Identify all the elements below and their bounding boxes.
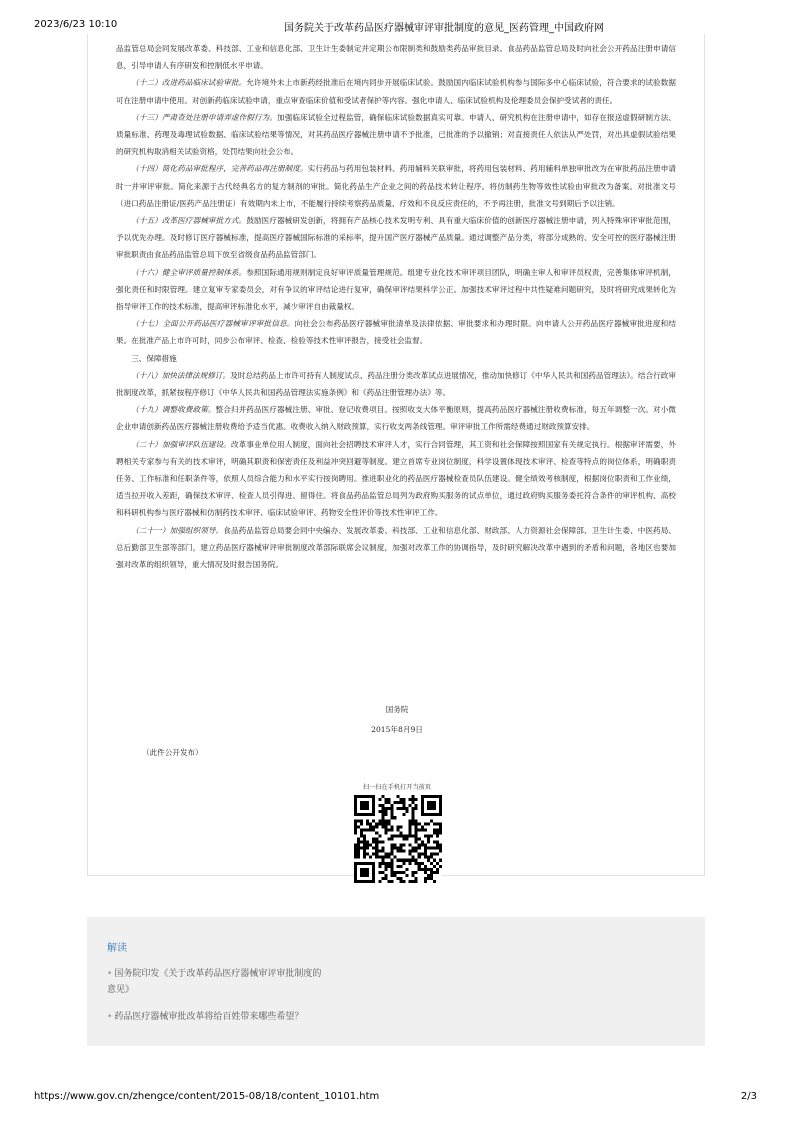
article-text <box>116 40 676 573</box>
paragraph: （十四）简化药品审批程序，完善药品再注册制度。实行药品与药用包装材料、药用辅料关联审批，将药用包装材料、药用辅料单独审批改为在审批药品注册申请时一并审评审批。简化来源于古代经典名方的复方制剂的审批。简化药品生产企业之间的药品技术转让程序。将仿制药生物等效性试验由审批改为备案。对批准文号（进口药品注册证/医药产品注册证）有效期内未上市，不能履行持续考察药品质量、疗效和不良反应责任的，不予再注册，批准文号到期后予以注销。 <box>116 164 676 208</box>
print-datetime: 2023/6/23 10:10 <box>34 19 118 30</box>
reading-panel <box>87 917 705 1046</box>
bullet-icon: • <box>107 1012 113 1022</box>
signature-org: 国务院 <box>385 705 409 714</box>
qr-code-icon <box>354 795 442 883</box>
paragraph: （二十）加强审评队伍建设。改革事业单位用人制度，面向社会招聘技术审评人才，实行合同管理，其工资和社会保障按照国家有关规定执行。根据审评需要，外聘相关专家参与有关的技术审评，明确其职责和保密责任及利益冲突回避等制度。建立首席专业岗位制度，科学设置体现技术审评、检查等特点的岗位体系，明确职责任务、工作标准和任职条件等，依照人员综合能力和水平实行按岗聘用。推进职业化的药品医疗器械检查员队伍建设。健全绩效考核制度，根据岗位职责和工作业绩，适当拉开收入差距，确保技术审评、检查人员引得进、留得住。将食品药品监管总局列为政府购买服务的试点单位，通过政府购买服务委托符合条件的审评机构、高校和科研机构参与医疗器械和仿制药技术审评、临床试验审评、药物安全性评价等技术性审评工作。 <box>116 439 677 518</box>
paragraph: （十九）调整收费政策。整合归并药品医疗器械注册、审批、登记收费项目。按照收支大体平衡原则，提高药品医疗器械注册收费标准，每五年调整一次。对小微企业申请创新药品医疗器械注册收费给予适当优惠。收费收入纳入财政预算，实行收支两条线管理。审评审批工作所需经费通过财政预算安排。 <box>116 405 676 432</box>
paragraph: （十二）改进药品临床试验审批。允许境外未上市新药经批准后在境内同步开展临床试验。鼓励国内临床试验机构参与国际多中心临床试验，符合要求的试验数据可在注册申请中使用。对创新药临床试验申请，重点审查临床价值和受试者保护等内容。强化申请人、临床试验机构及伦理委员会保护受试者的责任。 <box>116 78 676 105</box>
qr-caption: 扫一扫在手机打开当前页 <box>362 784 432 791</box>
paragraph: （十五）改革医疗器械审批方式。鼓励医疗器械研发创新，将拥有产品核心技术发明专利、具有重大临床价值的创新医疗器械注册申请，列入特殊审评审批范围，予以优先办理。及时修订医疗器械标准，提高医疗器械国际标准的采标率，提升国产医疗器械产品质量。通过调整产品分类，将部分成熟的、安全可控的医疗器械注册审批职责由食品药品监管总局下放至省级食品药品监管部门。 <box>116 216 676 260</box>
section-heading: 三、保障措施 <box>131 353 177 363</box>
reading-link[interactable]: • 药品医疗器械审批改革将给百姓带来哪些希望？ <box>107 1012 304 1022</box>
paragraph: （十六）健全审评质量控制体系。参照国际通用规则制定良好审评质量管理规范。组建专业化技术审评项目团队，明确主审人和审评员权责，完善集体审评机制，强化责任和时限管理。建立复审专家委员会，对有争议的审评结论进行复审，确保审评结果科学公正。加强技术审评过程中共性疑难问题研究，及时将研究成果转化为指导审评工作的技术标准，提高审评标准化水平，减少审评自由裁量权。 <box>116 267 676 312</box>
print-url: https://www.gov.cn/zhengce/content/2015-08/18/content_10101.htm <box>34 1091 380 1102</box>
reading-link[interactable]: • 国务院印发《关于改革药品医疗器械审评审批制度的意见》 <box>107 969 322 995</box>
reading-title: 解读 <box>107 943 127 954</box>
signature-date: 2015年8月9日 <box>371 725 423 734</box>
paragraph: （十八）加快法律法规修订。及时总结药品上市许可持有人制度试点、药品注册分类改革试点进展情况，推动加快修订《中华人民共和国药品管理法》。结合行政审批制度改革，抓紧按程序修订《中华人民共和国药品管理法实施条例》和《药品注册管理办法》等。 <box>116 370 676 398</box>
public-release-note: （此件公开发布） <box>142 748 203 757</box>
print-page-title: 国务院关于改革药品医疗器械审评审批制度的意见_医药管理_中国政府网 <box>284 23 604 34</box>
paragraph: 品监管总局会同发展改革委、科技部、工业和信息化部、卫生计生委制定并定期公布限制类和鼓励类药品审批目录。食品药品监管总局及时向社会公开药品注册申请信息，引导申请人有序研发和控制低水平申请。 <box>116 44 676 71</box>
print-page-number: 2/3 <box>740 1091 757 1102</box>
bullet-icon: • <box>107 969 113 979</box>
article-body <box>87 34 705 876</box>
paragraph: （二十一）加强组织领导。食品药品监管总局要会同中央编办、发展改革委、科技部、工业和信息化部、财政部、人力资源社会保障部、卫生计生委、中医药局、总后勤部卫生部等部门，建立药品医疗器械审评审批制度改革部际联席会议制度，加强对改革工作的协调指导，及时研究解决改革中遇到的矛盾和问题，各地区也要加强对改革的组织领导，重大情况及时报告国务院。 <box>116 525 676 570</box>
paragraph: （十七）全面公开药品医疗器械审评审批信息。向社会公布药品医疗器械审批清单及法律依据、审批要求和办理时限。向申请人公开药品医疗器械审批进度和结果。在批准产品上市许可时，同步公布审评、检查、检验等技术性审评报告，接受社会监督。 <box>116 319 676 346</box>
paragraph: （十三）严肃查处注册申请弄虚作假行为。加强临床试验全过程监管，确保临床试验数据真实可靠。申请人、研究机构在注册申请中，如存在报送虚假研制方法、质量标准、药理及毒理试验数据、临床试验结果等情况，对其药品医疗器械注册申请不予批准，已批准的予以撤销；对直接责任人依法从严处罚，对出具虚假试验结果的研究机构取消相关试验资格，处罚结果向社会公布。 <box>116 112 677 157</box>
